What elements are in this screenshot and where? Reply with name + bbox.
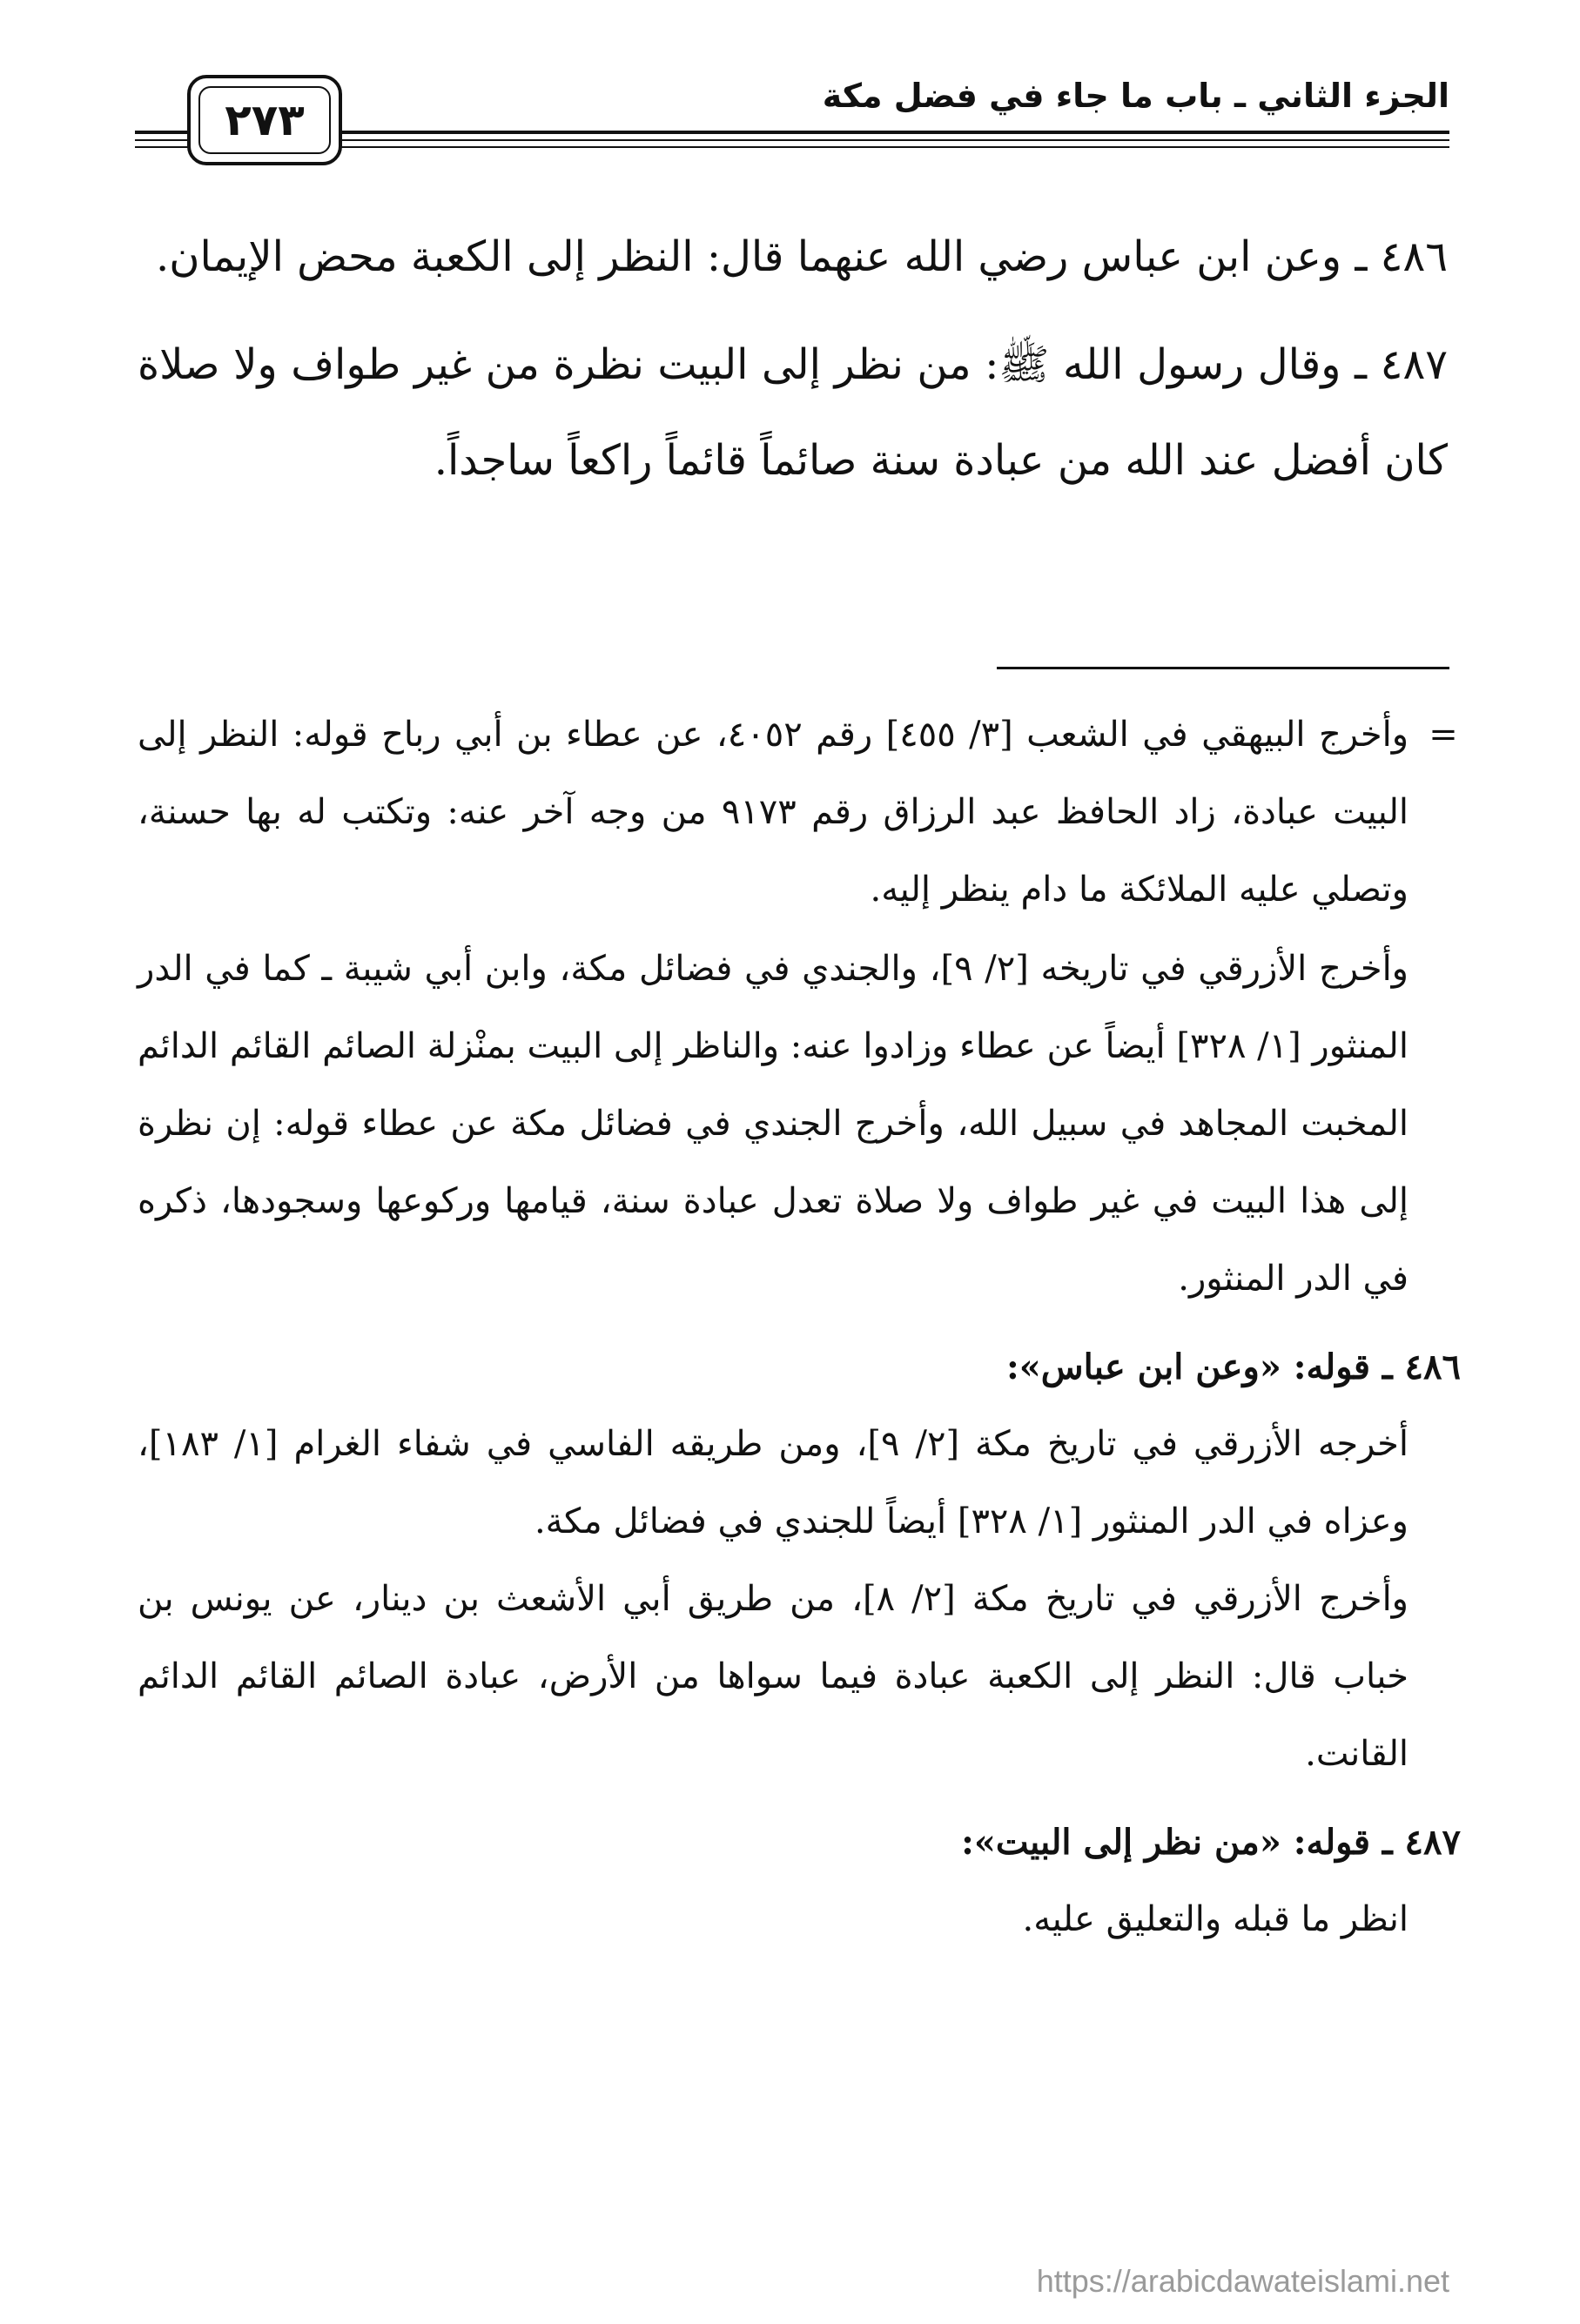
running-title: الجزء الثاني ـ باب ما جاء في فضل مكة: [822, 77, 1449, 115]
continued-footnote: [138, 696, 1461, 1318]
footnote-separator: [997, 667, 1449, 669]
continuation-mark: =: [1429, 715, 1458, 755]
page-number: ٢٧٣: [198, 86, 331, 154]
footnote-heading-486: ٤٨٦ ـ قوله: «وعن ابن عباس»:: [1005, 1347, 1461, 1387]
footnote-paragraph: وأخرج الأزرقي في تاريخ مكة [٢/ ٨]، من طريق أبي الأشعث بن دينار، عن يونس بن خباب قال: النظر إلى الكعبة عبادة فيما سواها من الأرض، عبادة الصائم القائم الدائم القانت.: [138, 1579, 1409, 1774]
footnote-heading-487: ٤٨٧ ـ قوله: «من نظر إلى البيت»:: [961, 1822, 1461, 1863]
hadith-486: ٤٨٦ ـ وعن ابن عباس رضي الله عنهما قال: النظر إلى الكعبة محض الإيمان.: [155, 232, 1448, 281]
main-text: [138, 209, 1448, 521]
page-number-frame: [187, 75, 342, 165]
footnote-paragraph: انظر ما قبله والتعليق عليه.: [1022, 1899, 1409, 1939]
footnote-paragraph: وأخرج الأزرقي في تاريخه [٢/ ٩]، والجندي في فضائل مكة، وابن أبي شيبة ـ كما في الدر المنثور [١/ ٣٢٨] أيضاً عن عطاء وزادوا عنه: والناظر إلى البيت بمنْزلة الصائم القائم الدائم المخبت المجاهد في سبيل الله، وأخرج الجندي في فضائل مكة عن عطاء قوله: إن نظرة إلى هذا البيت في غير طواف ولا صلاة تعدل عبادة سنة، قيامها وركوعها وسجودها، ذكره في الدر المنثور.: [138, 949, 1409, 1299]
watermark-url: https://arabicdawateislami.net: [1036, 2263, 1449, 2299]
hadith-487: ٤٨٧ ـ وقال رسول الله ﷺ: من نظر إلى البيت نظرة من غير طواف ولا صلاة كان أفضل عند الله من عبادة سنة صائماً قائماً راكعاً ساجداً.: [138, 340, 1448, 485]
footnote-paragraph: وأخرج البيهقي في الشعب [٣/ ٤٥٥] رقم ٤٠٥٢، عن عطاء بن أبي رباح قوله: النظر إلى البيت عبادة، زاد الحافظ عبد الرزاق رقم ٩١٧٣ من وجه آخر عنه: وتكتب له بها حسنة، وتصلي عليه الملائكة ما دام ينظر إليه.: [138, 715, 1409, 910]
footnotes: [138, 696, 1461, 1958]
footnote-paragraph: أخرجه الأزرقي في تاريخ مكة [٢/ ٩]، ومن طريقه الفاسي في شفاء الغرام [١/ ١٨٣]، وعزاه في الدر المنثور [١/ ٣٢٨] أيضاً للجندي في فضائل مكة.: [138, 1424, 1409, 1541]
